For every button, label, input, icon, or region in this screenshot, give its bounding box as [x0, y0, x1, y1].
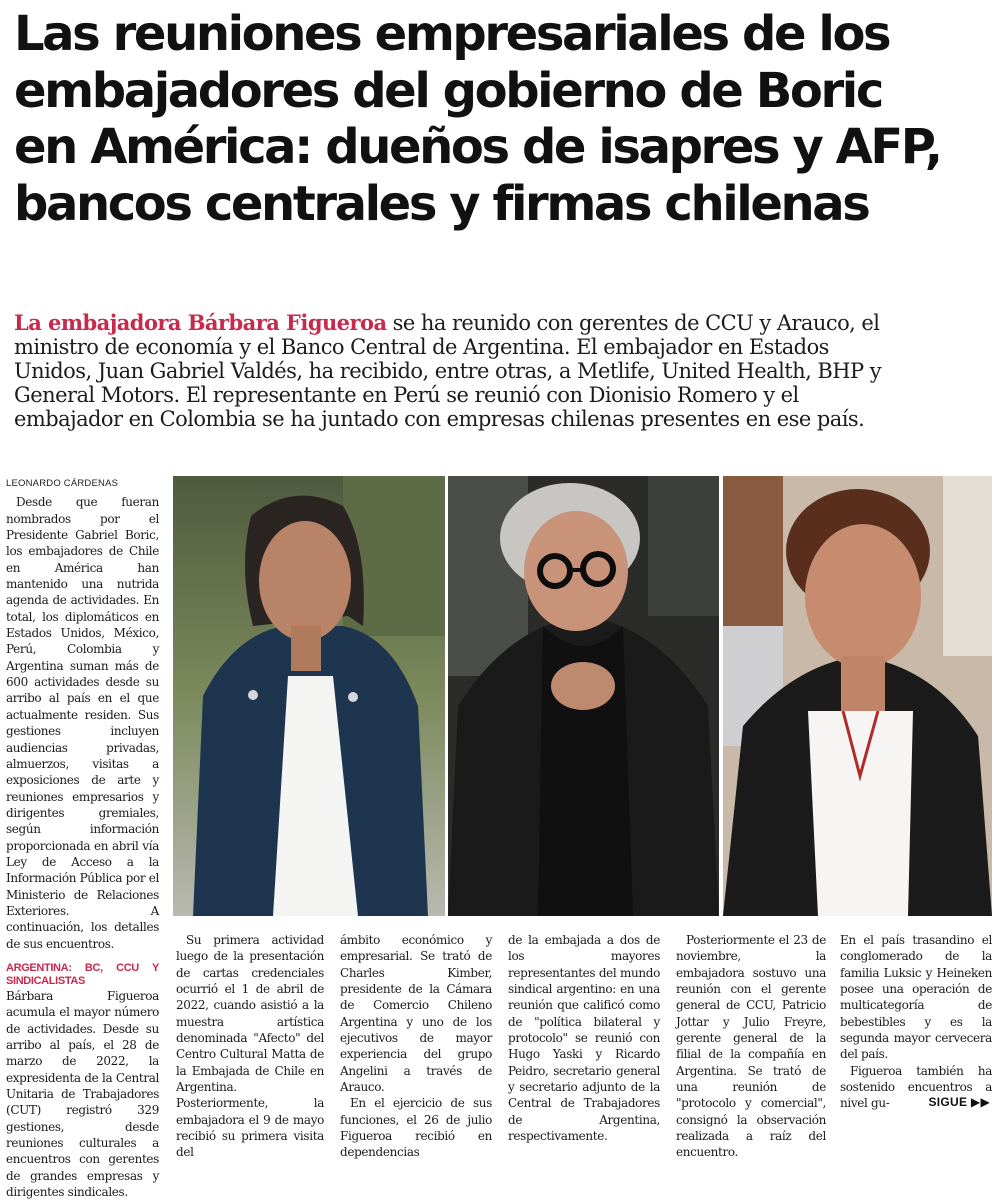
section-subhead: ARGENTINA: BC, CCU Y SINDICALISTAS	[6, 961, 159, 987]
intro-paragraph: Desde que fueran nombrados por el Presidente Gabriel Boric, los embajadores de Chile en América han mantenido una nutrida agenda de actividades. En total, los diplomáticos en Estados Unidos, México, Perú, Colombia y Argentina suman más de 600 actividades desde su arribo al país en el que actualmente residen. Sus gestiones incluyen audiencias privadas, almuerzos, visitas a exposiciones de arte y reuniones empresarios y dirigentes gremiales, según información proporcionada en abril vía Ley de Acceso a la Información Pública por el Ministerio de Relaciones Exteriores. A continuación, los detalles de sus encuentros.	[6, 495, 159, 951]
article-column-1	[6, 476, 159, 1200]
lead-paragraph	[14, 311, 894, 431]
photo-evelyn-matthei	[723, 476, 992, 916]
article-column-2	[176, 932, 324, 1161]
body-paragraph: En el país trasandino el conglomerado de la familia Luksic y Heineken posee una operación de multicategoría de bebestibles y es la segunda mayor cervecera del país.	[840, 933, 992, 1062]
lead-text: se ha reunido con gerentes de CCU y Arauco, el ministro de economía y el Banco Central de Argentina. El embajador en Estados Unidos, Juan Gabriel Valdés, ha recibido, entre otras, a Metlife, United Health, BHP y General Motors. El representante en Perú se reunió con Dionisio Romero y el embajador en Colombia se ha juntado con empresas chilenas presentes en ese país.	[14, 311, 882, 431]
body-paragraph: Bárbara Figueroa acumula el mayor número de actividades. Desde su arribo al país, el 28 de marzo de 2022, la expresidenta de la Central Unitaria de Trabajadores (CUT) registró 329 gestiones, desde reuniones culturales a encuentros con gerentes de grandes empresas y dirigentes sindicales.	[6, 988, 159, 1200]
continue-marker[interactable]: SIGUE ▶▶	[928, 1095, 990, 1109]
article-column-4	[508, 932, 660, 1144]
article-column-5	[676, 932, 826, 1161]
body-paragraph: Figueroa también ha sostenido encuentros a nivel gu-	[840, 1063, 992, 1111]
article-column-3	[340, 932, 492, 1161]
article-column-6	[840, 932, 992, 1112]
body-paragraph: En el ejercicio de sus funciones, el 26 de julio Figueroa recibió en dependencias	[340, 1096, 492, 1160]
headline: Las reuniones empresariales de los embajadores del gobierno de Boric en América: dueños de isapres y AFP, bancos centrales y firmas chilenas	[14, 6, 941, 232]
lead-highlight: La embajadora Bárbara Figueroa	[14, 310, 387, 335]
photo-barbara-figueroa	[173, 476, 445, 916]
byline: LEONARDO CÁRDENAS	[6, 478, 119, 489]
photo-strip	[173, 476, 992, 916]
body-paragraph: ámbito económico y empresarial. Se trató de Charles Kimber, presidente de la Cámara de Comercio Chileno Argentina y uno de los ejecutivos de mayor experiencia del grupo Angelini a través de Arauco.	[340, 933, 492, 1095]
body-paragraph: Su primera actividad luego de la presentación de cartas credenciales ocurrió el 1 de abril de 2022, cuando asistió a la muestra artística denominada "Afecto" del Centro Cultural Matta de la Embajada de Chile en Argentina. Posteriormente, la embajadora el 9 de mayo recibió su primera visita del	[176, 933, 324, 1160]
photo-juan-gabriel-valdes	[448, 476, 719, 916]
body-paragraph: Posteriormente el 23 de noviembre, la embajadora sostuvo una reunión con el gerente general de CCU, Patricio Jottar y Julio Freyre, gerente general de la filial de la compañía en Argentina. Se trató de una reunión de "protocolo y comercial", consignó la observación realizada a raíz del encuentro.	[676, 933, 826, 1160]
body-paragraph: de la embajada a dos de los mayores representantes del mundo sindical argentino: en una reunión que calificó como de "política bilateral y protocolo" se reunió con Hugo Yaski y Ricardo Peidro, secretario general y secretario adjunto de la Central de Trabajadores de Argentina, respectivamente.	[508, 933, 660, 1144]
